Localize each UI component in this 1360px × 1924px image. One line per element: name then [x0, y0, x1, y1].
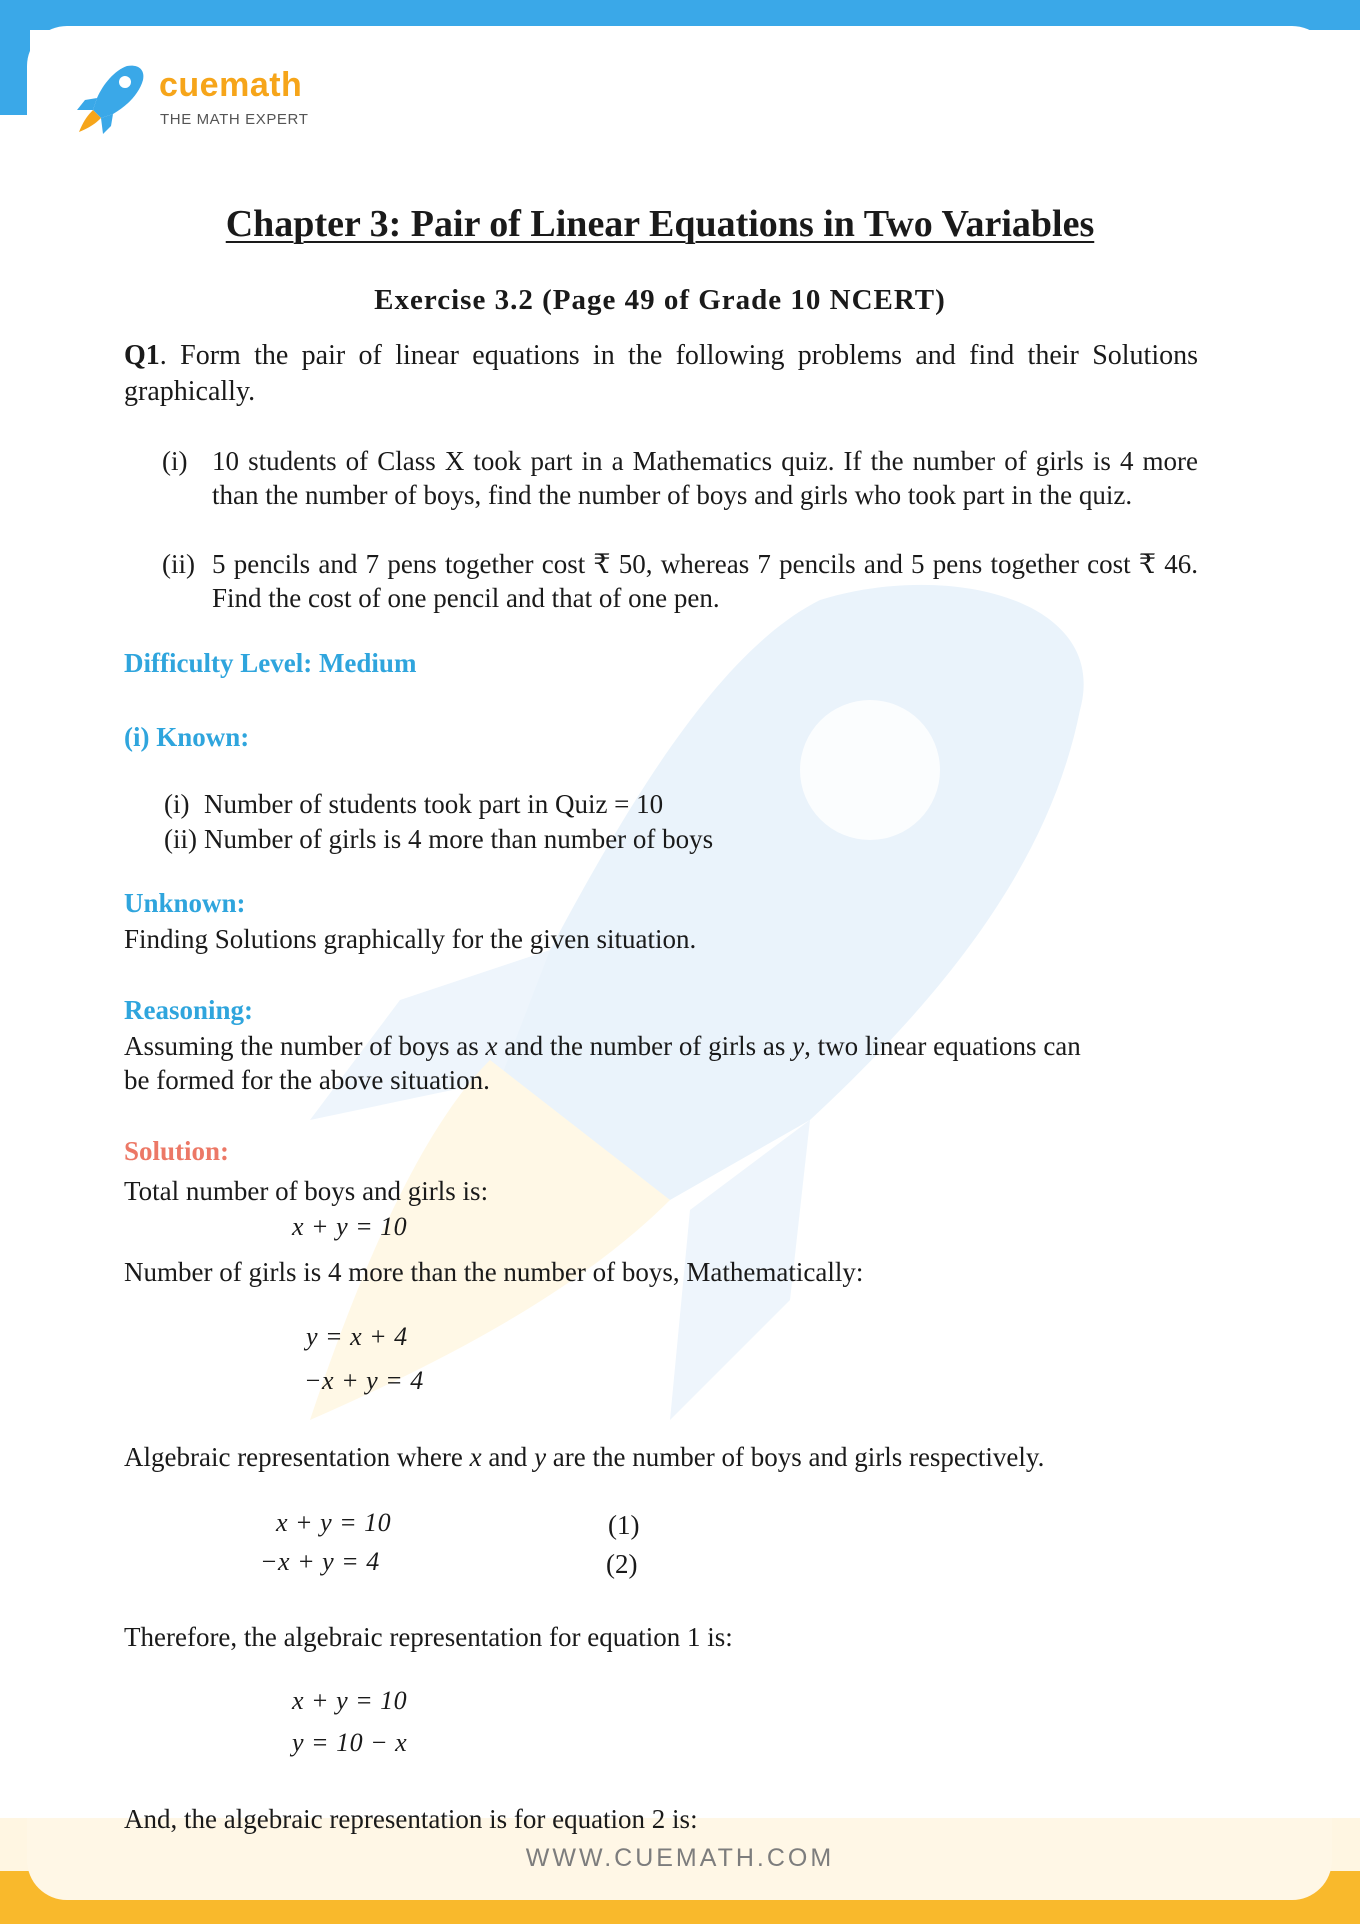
part-text: 10 students of Class X took part in a Mathematics quiz. If the number of girls is 4 more than the number of boys, find the number of boys and girls who took part in the quiz. — [212, 446, 1198, 510]
part-text: 5 pencils and 7 pens together cost ₹ 50, whereas 7 pencils and 5 pens together cost ₹ 46. Find the cost of one pencil and that of one pen. — [212, 549, 1198, 613]
brand-tagline: THE MATH EXPERT — [160, 111, 309, 128]
part-label: (i) — [162, 446, 188, 476]
unknown-heading: Unknown: — [124, 888, 246, 918]
rocket-logo-icon — [75, 62, 147, 134]
equation-girls-2: −x + y = 4 — [304, 1366, 424, 1395]
equation-1-line-2: y = 10 − x — [292, 1728, 408, 1757]
unknown-text: Finding Solutions graphically for the given situation. — [124, 924, 697, 954]
reasoning-line-2: be formed for the above situation. — [124, 1065, 490, 1095]
reasoning-heading: Reasoning: — [124, 995, 254, 1025]
part-label: (ii) — [162, 549, 195, 579]
solution-heading: Solution: — [124, 1136, 230, 1166]
equation-girls-1: y = x + 4 — [306, 1322, 408, 1351]
equation-1-text: Therefore, the algebraic representation for equation 1 is: — [124, 1622, 733, 1652]
var-x: x — [485, 1031, 498, 1061]
exercise-title: Exercise 3.2 (Page 49 of Grade 10 NCERT) — [374, 284, 946, 316]
var-x: x — [469, 1442, 482, 1472]
known-item-text: Number of girls is 4 more than number of boys — [204, 824, 714, 854]
reasoning-line-1: Assuming the number of boys as x and the number of girls as y, two linear equations can — [124, 1031, 1081, 1061]
system-equation-1: x + y = 10 — [276, 1508, 392, 1537]
system-equation-1-number: (1) — [608, 1510, 640, 1540]
system-equation-2: −x + y = 4 — [260, 1547, 380, 1576]
question-label: Q1 — [124, 340, 160, 371]
solution-girls-text: Number of girls is 4 more than the number of boys, Mathematically: — [124, 1257, 864, 1287]
equation-total: x + y = 10 — [292, 1212, 408, 1241]
question-body: . Form the pair of linear equations in the following problems and find their Solutions graphically. — [124, 340, 1198, 407]
known-item-label: (ii) — [164, 824, 197, 854]
var-y: y — [534, 1442, 547, 1472]
chapter-title: Chapter 3: Pair of Linear Equations in Two Variables — [225, 203, 1095, 245]
known-item-text: Number of students took part in Quiz = 10 — [204, 789, 664, 819]
question-text — [124, 338, 1198, 410]
equation-2-text: And, the algebraic representation is for equation 2 is: — [124, 1804, 698, 1834]
left-accent-band — [0, 0, 30, 115]
solution-total-text: Total number of boys and girls is: — [124, 1176, 489, 1206]
cuemath-logo — [75, 62, 375, 142]
website-url: WWW.CUEMATH.COM — [525, 1844, 835, 1872]
algebraic-representation-text: Algebraic representation where x and y are the number of boys and girls respectively. — [124, 1442, 1045, 1472]
known-heading: (i) Known: — [124, 722, 250, 752]
known-item-label: (i) — [164, 789, 190, 819]
brand-name: cuemath — [159, 66, 303, 104]
difficulty-level: Difficulty Level: Medium — [124, 648, 417, 678]
var-y: y — [792, 1031, 805, 1061]
equation-1-line-1: x + y = 10 — [292, 1686, 408, 1715]
system-equation-2-number: (2) — [606, 1549, 638, 1579]
